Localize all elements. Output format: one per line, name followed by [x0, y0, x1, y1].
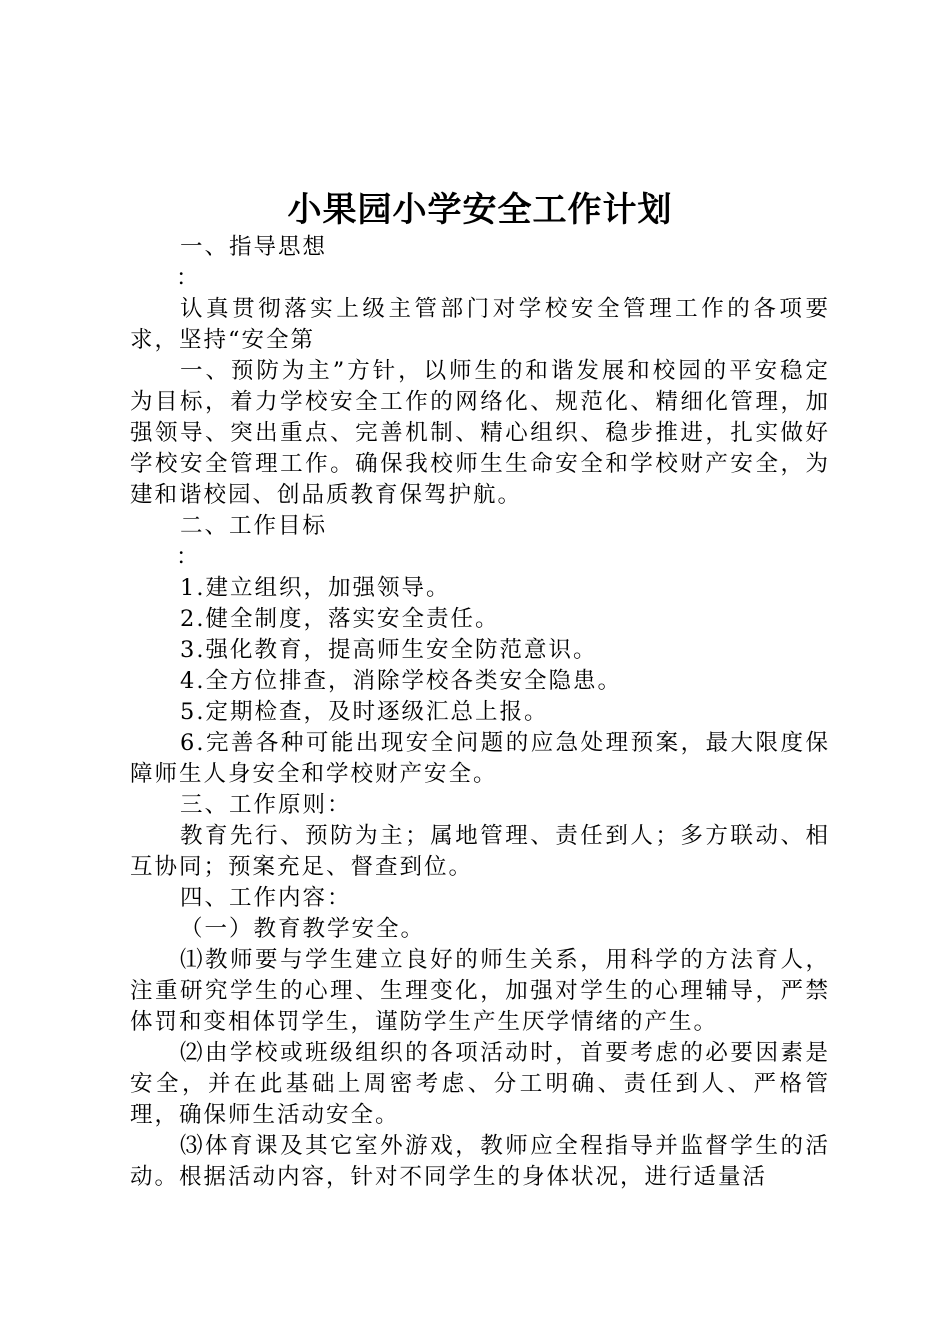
goal-item: 4.全方位排查，消除学校各类安全隐患。: [180, 668, 622, 694]
paragraph: 教育先行、预防为主；属地管理、责任到人；多方联动、相互协同；预案充足、督查到位。: [130, 823, 830, 880]
document-page: [130, 190, 830, 1193]
goal-item: 6.完善各种可能出现安全问题的应急处理预案，最大限度保障师生人身安全和学校财产安全。: [130, 730, 830, 787]
document-title: 小果园小学安全工作计划: [287, 190, 673, 230]
goal-item: 1.建立组织，加强领导。: [180, 575, 451, 601]
colon-line: ：: [176, 265, 201, 291]
colon-line: ：: [176, 544, 201, 570]
heading-work-principles: 三、工作原则：: [180, 792, 352, 818]
paragraph: 一、预防为主”方针，以师生的和谐发展和校园的平安稳定为目标，着力学校安全工作的网络化、规范化、精细化管理，加强领导、突出重点、完善机制、精心组织、稳步推进，扎实做好学校安全管理工作。确保我校师生生命安全和学校财产安全，为建和谐校园、创品质教育保驾护航。: [130, 358, 830, 508]
heading-work-content: 四、工作内容：: [180, 885, 352, 911]
content-item: ⑶体育课及其它室外游戏，教师应全程指导并监督学生的活动。根据活动内容，针对不同学生的身体状况，进行适量活: [130, 1133, 830, 1190]
content-item: ⑴教师要与学生建立良好的师生关系，用科学的方法育人，注重研究学生的心理、生理变化，加强对学生的心理辅导，严禁体罚和变相体罚学生，谨防学生产生厌学情绪的产生。: [130, 947, 830, 1035]
goal-item: 2.健全制度，落实安全责任。: [180, 606, 500, 632]
content-item: ⑵由学校或班级组织的各项活动时，首要考虑的必要因素是安全，并在此基础上周密考虑、分工明确、责任到人、严格管理，确保师生活动安全。: [130, 1040, 830, 1128]
goal-item: 3.强化教育，提高师生安全防范意识。: [180, 637, 598, 663]
heading-guiding-thought: 一、指导思想: [180, 234, 328, 260]
subheading: （一）教育教学安全。: [180, 916, 426, 942]
goal-item: 5.定期检查，及时逐级汇总上报。: [180, 699, 549, 725]
heading-work-goals: 二、工作目标: [180, 513, 328, 539]
paragraph: 认真贯彻落实上级主管部门对学校安全管理工作的各项要求，坚持“安全第: [130, 296, 830, 353]
